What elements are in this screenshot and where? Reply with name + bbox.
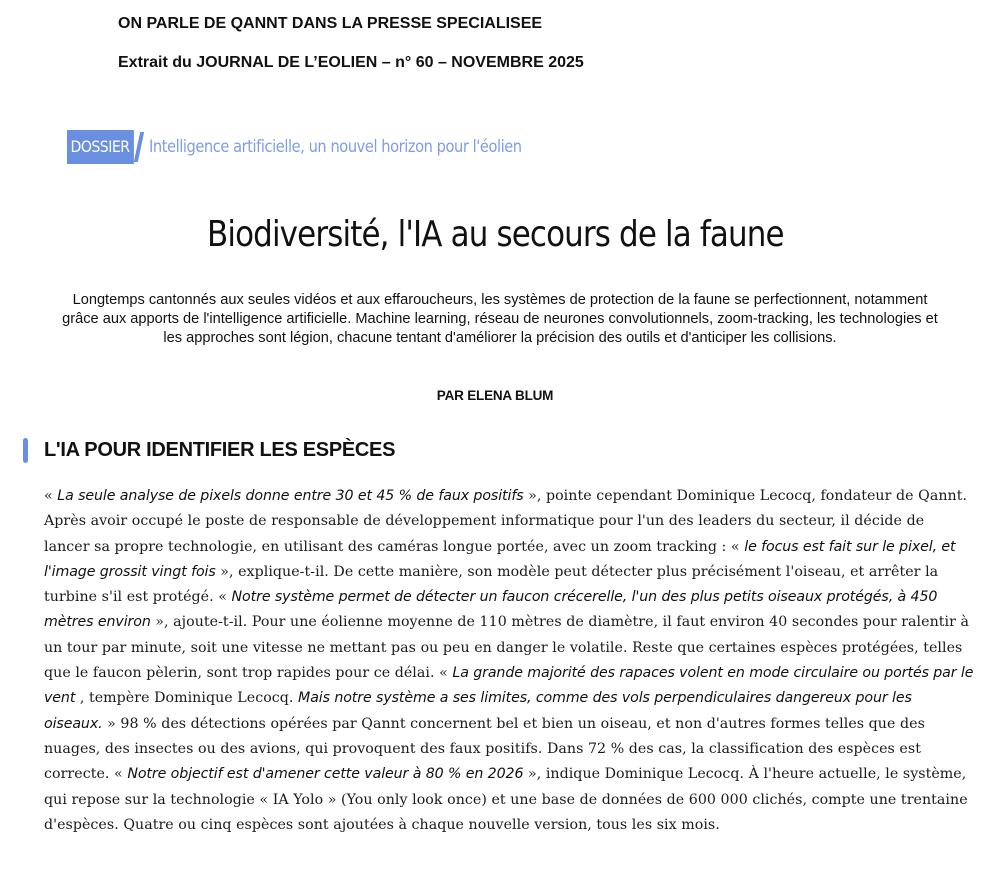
text-run: », pointe cependant Dominique Lecocq, fondateur de Qannt. Après avoir occupé le poste de responsable de développement informatique pour l'un des leaders du secteur, il décide de lancer sa propre technologie, en utilisant des caméras longue portée, avec un zoom tracking : « bbox=[44, 488, 968, 555]
article-body-paragraph bbox=[44, 484, 974, 838]
press-mention-title: ON PARLE DE QANNT DANS LA PRESSE SPECIALISEE bbox=[118, 15, 543, 32]
article-byline: PAR ELENA BLUM bbox=[436, 388, 554, 403]
article-lede: Longtemps cantonnés aux seules vidéos et aux effaroucheurs, les systèmes de protection de la faune se perfectionnent, notamment grâce aux apports de l'intelligence artificielle. Machine learning, réseau de neurones convolutionnels, zoom-tracking, les technologies et les approches sont légion, chacune tentant d'améliorer la précision des outils et d'anticiper les collisions. bbox=[62, 292, 938, 346]
press-source-line: Extrait du JOURNAL DE L’EOLIEN – n° 60 – NOVEMBRE 2025 bbox=[118, 54, 584, 71]
text-run: », explique-t-il. De cette manière, son modèle peut détecter plus précisément l'oiseau, et arrêter la turbine s'il est protégé. « bbox=[44, 563, 939, 606]
text-run: » 98 % des détections opérées par Qannt concernent bel et bien un oiseau, et non d'autres formes telles que des nuages, des insectes ou des avions, qui provoquent des faux positifs. Dans 72 % des cas, la classification des espèces est correcte. « bbox=[44, 715, 925, 783]
press-header bbox=[118, 14, 584, 73]
dossier-topic: Intelligence artificielle, un nouvel horizon pour l'éolien bbox=[148, 137, 522, 157]
section-title: L'IA POUR IDENTIFIER LES ESPÈCES bbox=[44, 439, 396, 461]
article-title bbox=[0, 210, 990, 260]
dossier-badge: DOSSIER bbox=[67, 130, 134, 164]
quote-run: La seule analyse de pixels donne entre 30 et 45 % de faux positifs bbox=[57, 488, 524, 504]
quote-run: le focus est fait sur le pixel, et l'image grossit vingt fois bbox=[44, 538, 956, 580]
section-heading bbox=[23, 438, 395, 463]
quote-run: Notre système permet de détecter un faucon crécerelle, l'un des plus petits oiseaux protégés, à 450 mètres environ bbox=[44, 589, 938, 631]
section-accent-bar-icon bbox=[23, 438, 28, 463]
quote-run: Notre objectif est d'amener cette valeur à 80 % en 2026 bbox=[127, 766, 524, 783]
quote-run: Mais notre système a ses limites, comme des vols perpendiculaires dangereux pour les oiseaux. bbox=[44, 690, 912, 732]
text-run: », ajoute-t-il. Pour une éolienne moyenne de 110 mètres de diamètre, il faut environ 40 secondes pour ralentir à un tour par minute, soit une vitesse ne mettant pas ou peu en danger le volatile. Reste que certaines espèces protégées, telles que le faucon pèlerin, sont trop rapides pour ce délai. « bbox=[44, 614, 970, 682]
article-title-text: Biodiversité, l'IA au secours de la faune bbox=[206, 214, 784, 255]
text-run: « bbox=[44, 488, 58, 504]
slash-divider-icon bbox=[134, 132, 144, 162]
text-run: », indique Dominique Lecocq. À l'heure actuelle, le système, qui repose sur la technologie « IA Yolo » (You only look once) et une base de données de 600 000 clichés, compte une trentaine d'espèces. Quatre ou cinq espèces sont ajoutées à chaque nouvelle version, tous les six mois. bbox=[44, 766, 968, 833]
dossier-banner bbox=[67, 130, 582, 164]
quote-run: La grande majorité des rapaces volent en mode circulaire ou portés par le vent bbox=[44, 665, 974, 707]
text-run: , tempère Dominique Lecocq. bbox=[75, 690, 299, 707]
